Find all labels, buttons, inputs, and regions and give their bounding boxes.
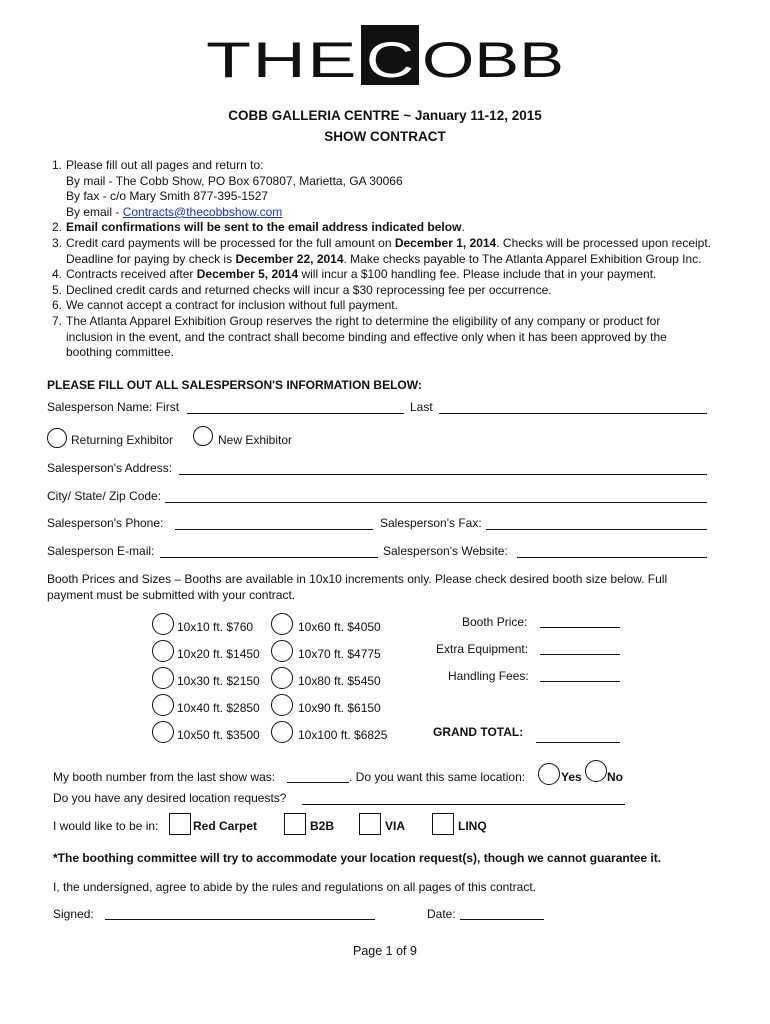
location-note: *The boothing committee will try to accommodate your location request(s), though we cannot guarantee it. xyxy=(53,851,662,865)
cobb-logo xyxy=(206,25,566,85)
new-exhibitor-radio[interactable] xyxy=(193,426,213,446)
instruction-2: 2. Email confirmations will be sent to the email address indicated below. xyxy=(52,220,465,235)
agreement-text: I, the undersigned, agree to abide by the rules and regulations on all pages of this contract. xyxy=(53,880,536,894)
grand-total-label: GRAND TOTAL: xyxy=(433,725,524,739)
booth-size-left-label: 10x20 ft. $1450 xyxy=(177,647,260,661)
fax-label: Salesperson's Fax: xyxy=(380,516,482,530)
instruction-7: 7. The Atlanta Apparel Exhibition Group reserves the right to determine the eligibility of any company or product for inclusion in the event, and the contract shall become binding and effective only when it has been approved by the boothing committee. xyxy=(52,313,667,360)
no-label: No xyxy=(607,770,623,784)
email-label: Salesperson E-mail: xyxy=(47,544,155,558)
booth-size-right-radio[interactable] xyxy=(271,721,293,743)
instruction-3: 3. Credit card payments will be processed for the full amount on December 1, 2014. Checks will be processed upon receipt. Deadline for paying by check is December 22, 2014. Make checks payable to The Atlanta Apparel Exhibition Group Inc. xyxy=(52,235,712,266)
date-label: Date: xyxy=(427,907,456,921)
booth-size-right-radio[interactable] xyxy=(271,613,293,635)
logo-graphic xyxy=(206,25,566,85)
city-state-zip-field[interactable] xyxy=(165,502,707,503)
first-name-label: Salesperson Name: First xyxy=(47,400,180,414)
email-field[interactable] xyxy=(160,557,378,558)
booth-size-left-label: 10x50 ft. $3500 xyxy=(177,728,260,742)
via-checkbox[interactable] xyxy=(359,813,381,835)
booth-size-left-label: 10x30 ft. $2150 xyxy=(177,674,260,688)
same-location-question: . Do you want this same location: xyxy=(349,770,526,784)
booth-size-left-label: 10x40 ft. $2850 xyxy=(177,701,260,715)
last-booth-number-field[interactable] xyxy=(287,782,349,783)
booth-size-right-label: 10x80 ft. $5450 xyxy=(298,674,381,688)
extra-equipment-label: Extra Equipment: xyxy=(436,642,529,656)
red-carpet-checkbox[interactable] xyxy=(169,813,191,835)
extra-equipment-field[interactable] xyxy=(540,654,620,655)
instruction-4: 4. Contracts received after December 5, 2014 will incur a $100 handling fee. Please include that in your payment. xyxy=(52,267,657,282)
b2b-checkbox[interactable] xyxy=(284,813,306,835)
booth-size-right-label: 10x90 ft. $6150 xyxy=(298,701,381,715)
contracts-email-link[interactable]: Contracts@thecobbshow.com xyxy=(122,204,283,219)
signed-label: Signed: xyxy=(53,907,94,921)
instruction-1: 1. Please fill out all pages and return to: By mail - The Cobb Show, PO Box 670807, Marietta, GA 30066 By fax - c/o Mary Smith 877-395-1527 By email - Contracts@thecobbshow.com xyxy=(52,158,403,219)
yes-label: Yes xyxy=(561,770,582,784)
website-field[interactable] xyxy=(517,557,707,558)
red-carpet-label: Red Carpet xyxy=(193,819,258,833)
last-name-label: Last xyxy=(410,400,433,414)
booth-size-left-radio[interactable] xyxy=(152,667,174,689)
booth-size-right-radio[interactable] xyxy=(271,640,293,662)
booth-intro-line2: payment must be submitted with your contract. xyxy=(47,588,296,602)
address-field[interactable] xyxy=(179,474,707,475)
booth-size-left-radio[interactable] xyxy=(152,640,174,662)
website-label: Salesperson's Website: xyxy=(383,544,508,558)
booth-size-right-radio[interactable] xyxy=(271,667,293,689)
booth-price-label: Booth Price: xyxy=(462,615,528,629)
linq-checkbox[interactable] xyxy=(432,813,454,835)
returning-exhibitor-label: Returning Exhibitor xyxy=(71,433,174,447)
booth-size-left-radio[interactable] xyxy=(152,721,174,743)
booth-price-field[interactable] xyxy=(540,627,620,628)
address-label: Salesperson's Address: xyxy=(47,461,173,475)
same-location-yes-radio[interactable] xyxy=(538,763,560,785)
linq-label: LINQ xyxy=(458,819,487,833)
same-location-no-radio[interactable] xyxy=(585,760,607,782)
grand-total-field[interactable] xyxy=(536,742,620,743)
booth-size-right-label: 10x70 ft. $4775 xyxy=(298,647,381,661)
phone-label: Salesperson's Phone: xyxy=(47,516,164,530)
booth-size-right-radio[interactable] xyxy=(271,694,293,716)
instructions-list xyxy=(52,158,742,361)
contract-title: SHOW CONTRACT xyxy=(324,129,446,144)
would-like-label: I would like to be in: xyxy=(53,819,159,833)
booth-size-left-label: 10x10 ft. $760 xyxy=(177,620,254,634)
booth-intro-line1: Booth Prices and Sizes – Booths are available in 10x10 increments only. Please check desired booth size below. Full xyxy=(47,572,668,586)
last-name-field[interactable] xyxy=(439,413,707,414)
last-show-label: My booth number from the last show was: xyxy=(53,770,276,784)
booth-size-left-radio[interactable] xyxy=(152,694,174,716)
logo-text-the: THE xyxy=(206,32,358,85)
city-state-zip-label: City/ State/ Zip Code: xyxy=(47,489,162,503)
logo-text-c: C xyxy=(366,32,414,85)
b2b-label: B2B xyxy=(310,819,335,833)
page-number: Page 1 of 9 xyxy=(353,944,417,958)
fax-field[interactable] xyxy=(486,529,707,530)
first-name-field[interactable] xyxy=(187,413,404,414)
date-field[interactable] xyxy=(460,919,544,920)
via-label: VIA xyxy=(385,819,406,833)
new-exhibitor-label: New Exhibitor xyxy=(218,433,293,447)
instruction-5: 5. Declined credit cards and returned checks will incur a $30 reprocessing fee per occurrence. xyxy=(52,282,552,297)
handling-fees-field[interactable] xyxy=(540,681,620,682)
phone-field[interactable] xyxy=(175,529,373,530)
location-requests-field[interactable] xyxy=(302,804,625,805)
handling-fees-label: Handling Fees: xyxy=(448,669,529,683)
booth-size-right-label: 10x100 ft. $6825 xyxy=(298,728,388,742)
signature-field[interactable] xyxy=(105,919,375,920)
salesperson-heading: PLEASE FILL OUT ALL SALESPERSON'S INFORMATION BELOW: xyxy=(47,378,422,392)
instruction-6: 6. We cannot accept a contract for inclusion without full payment. xyxy=(52,298,398,313)
booth-size-right-label: 10x60 ft. $4050 xyxy=(298,620,381,634)
logo-text-obb: OBB xyxy=(422,32,564,85)
location-requests-label: Do you have any desired location requests? xyxy=(53,791,287,805)
booth-size-left-radio[interactable] xyxy=(152,613,174,635)
returning-exhibitor-radio[interactable] xyxy=(47,428,67,448)
event-title: COBB GALLERIA CENTRE ~ January 11-12, 2015 xyxy=(228,108,542,123)
